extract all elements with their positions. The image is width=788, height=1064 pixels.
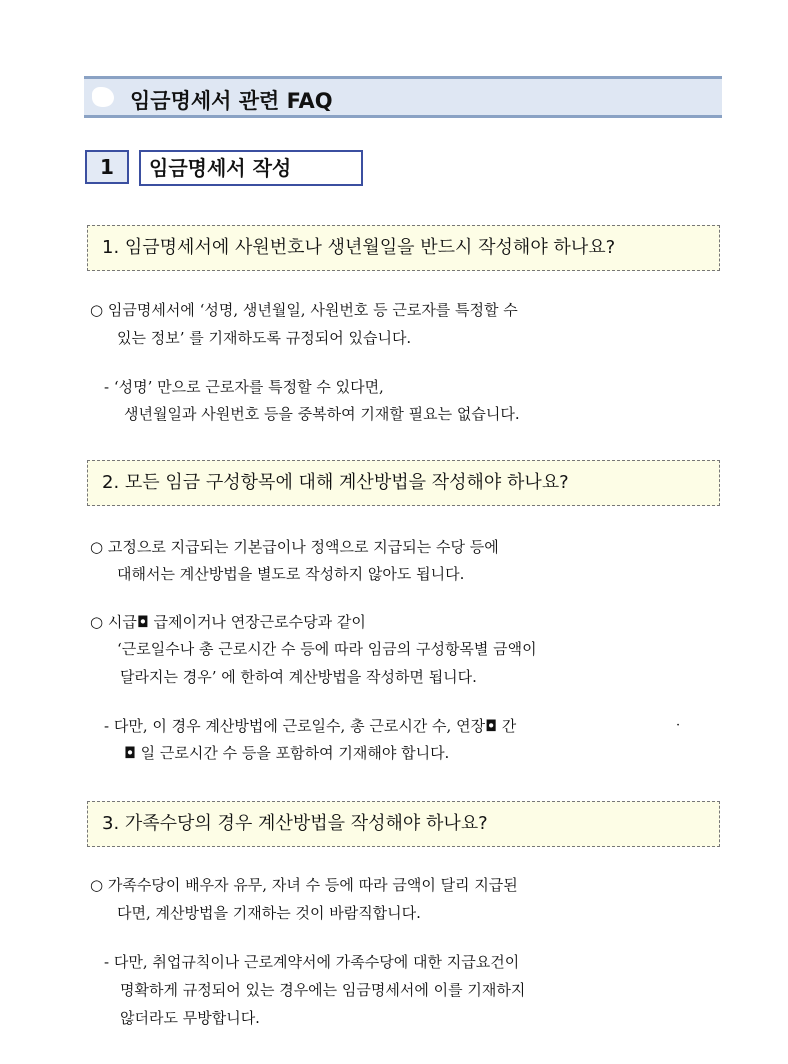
stray-mark: · [676,718,681,733]
answer-2-line-7: ◘ 일 근로시간 수 등을 포함하여 기재해야 합니다. [124,744,450,762]
answer-3-line-4: 명확하게 규정되어 있는 경우에는 임금명세서에 이를 기재하지 [120,981,526,999]
answer-1-line-1: ○ 임금명세서에 ‘성명, 생년월일, 사원번호 등 근로자를 특정할 수 [90,301,518,319]
question-1-box: 1. 임금명세서에 사원번호나 생년월일을 반드시 작성해야 하나요? [87,225,720,271]
question-2-box: 2. 모든 임금 구성항목에 대해 계산방법을 작성해야 하나요? [87,460,720,506]
answer-2-line-1: ○ 고정으로 지급되는 기본급이나 정액으로 지급되는 수당 등에 [90,538,499,556]
header-bar [84,76,722,118]
answer-1-line-4: 생년월일과 사원번호 등을 중복하여 기재할 필요는 없습니다. [124,405,520,423]
section-number: 1 [85,150,129,184]
answer-2-line-6: - 다만, 이 경우 계산방법에 근로일수, 총 근로시간 수, 연장◘ 간 [104,717,517,735]
answer-3-line-1: ○ 가족수당이 배우자 유무, 자녀 수 등에 따라 금액이 달리 지급된 [90,876,518,894]
answer-3-line-2: 다면, 계산방법을 기재하는 것이 바람직합니다. [117,904,421,922]
answer-1-line-2: 있는 정보’ 를 기재하도록 규정되어 있습니다. [117,329,412,347]
header-decoration [92,87,114,107]
answer-3-line-3: - 다만, 취업규칙이나 근로계약서에 가족수당에 대한 지급요건이 [104,953,520,971]
answer-2-line-2: 대해서는 계산방법을 별도로 작성하지 않아도 됩니다. [117,565,465,583]
answer-1-line-3: - ‘성명’ 만으로 근로자를 특정할 수 있다면, [104,378,384,396]
answer-2-line-3: ○ 시급◘ 급제이거나 연장근로수당과 같이 [90,613,366,631]
section-title: 임금명세서 작성 [139,150,363,186]
answer-2-line-5: 달라지는 경우’ 에 한하여 계산방법을 작성하면 됩니다. [120,668,477,686]
answer-2-line-4: ‘근로일수나 총 근로시간 수 등에 따라 임금의 구성항목별 금액이 [117,640,537,658]
page-title: 임금명세서 관련 FAQ [130,89,333,113]
question-3-box: 3. 가족수당의 경우 계산방법을 작성해야 하나요? [87,801,720,847]
answer-3-line-5: 않더라도 무방합니다. [120,1009,260,1027]
